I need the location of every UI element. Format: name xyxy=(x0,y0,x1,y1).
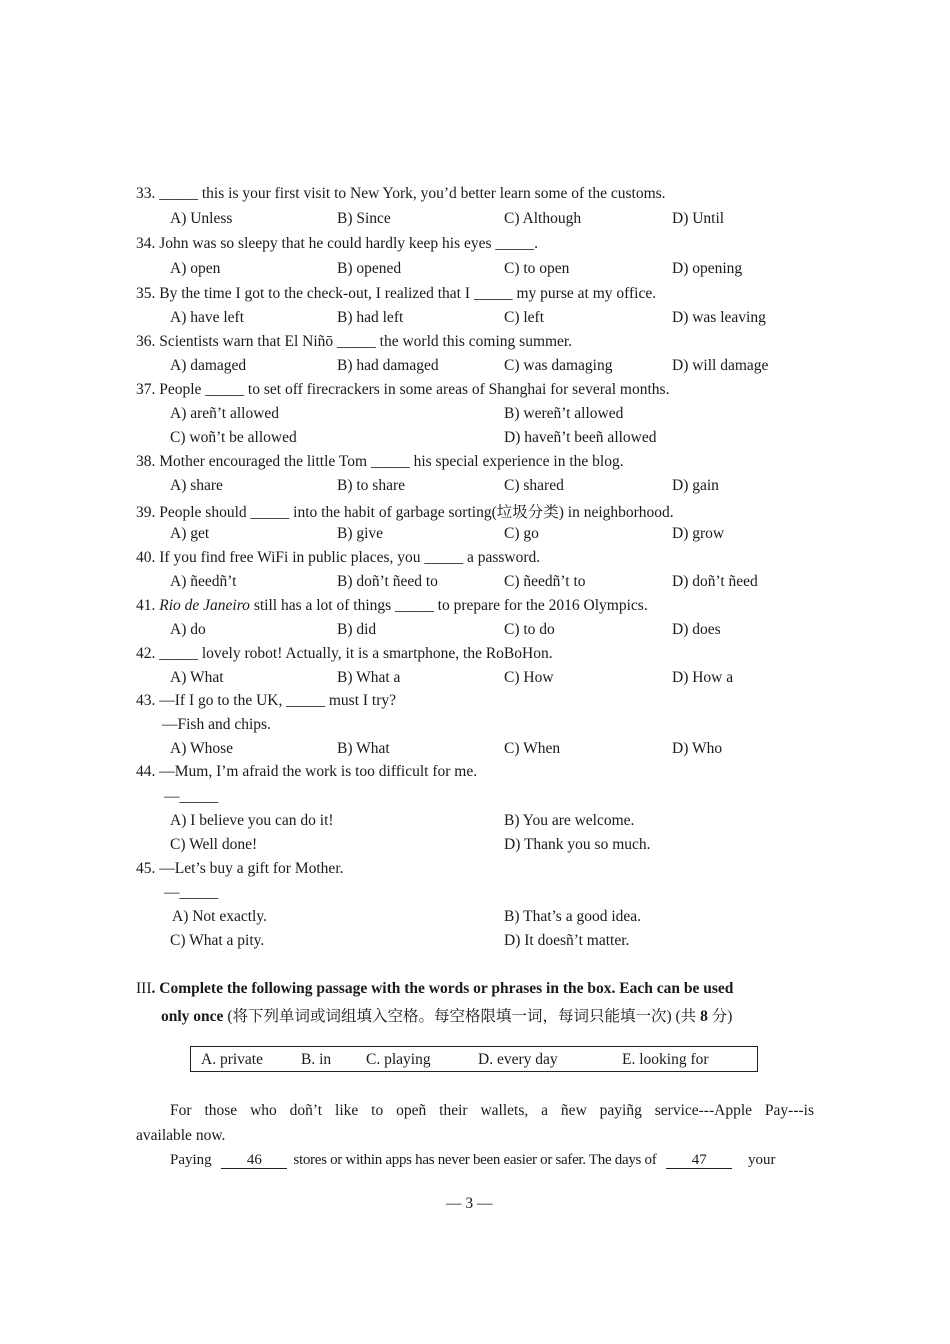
q45-option-a: A) Not exactly. xyxy=(172,908,267,925)
word-box-item-d: D. every day xyxy=(478,1051,558,1068)
q38-option-d: D) gain xyxy=(672,477,719,494)
q41-stem-rest: still has a lot of things _____ to prepare for the 2016 Olympics. xyxy=(249,597,648,614)
q37-option-c: C) woñ’t be allowed xyxy=(170,429,297,446)
q39-option-a: A) get xyxy=(170,525,210,542)
question-38-stem: 38. Mother encouraged the little Tom _____ his special experience in the blog. xyxy=(136,453,624,470)
q37-option-b: B) wereñ’t allowed xyxy=(504,405,624,422)
q45-option-d: D) It doesñ’t matter. xyxy=(504,932,630,949)
q36-option-c: C) was damaging xyxy=(504,357,613,374)
question-35-stem: 35. By the time I got to the check-out, I realized that I _____ my purse at my office. xyxy=(136,285,657,302)
q45-option-b: B) That’s a good idea. xyxy=(504,908,642,925)
q42-option-c: C) How xyxy=(504,669,554,686)
section-3-chinese-instruction: (将下列单词或词组填入空格。每空格限填一词，每词只能填一次) (共 xyxy=(223,1008,701,1025)
question-43-reply: —Fish and chips. xyxy=(162,716,271,733)
q42-option-d: D) How a xyxy=(672,669,734,686)
q35-option-d: D) was leaving xyxy=(672,309,766,326)
q44-option-d: D) Thank you so much. xyxy=(504,836,651,853)
q45-option-c: C) What a pity. xyxy=(170,932,265,949)
q41-city-name: Rio de Janeiro xyxy=(159,597,250,614)
q44-option-a: A) I believe you can do it! xyxy=(170,812,334,829)
question-37-stem: 37. People _____ to set off firecrackers in some areas of Shanghai for several months. xyxy=(136,381,670,398)
passage-p2-end: your xyxy=(747,1152,776,1168)
question-41-stem xyxy=(136,597,648,615)
q44-option-c: C) Well done! xyxy=(170,836,258,853)
q42-option-b: B) What a xyxy=(337,669,401,686)
word-box-item-c: C. playing xyxy=(366,1051,431,1068)
q44-option-b: B) You are welcome. xyxy=(504,812,635,829)
question-40-stem: 40. If you find free WiFi in public places, you _____ a password. xyxy=(136,549,541,566)
q33-option-c: C) Although xyxy=(504,210,582,227)
q39-option-b: B) give xyxy=(337,525,384,542)
page-number: — 3 — xyxy=(446,1195,493,1212)
q43-option-d: D) Who xyxy=(672,740,723,757)
passage-paragraph-1-line-2: available now. xyxy=(136,1127,226,1144)
section-3-title: . Complete the following passage with the words or phrases in the box. Each can be used xyxy=(151,980,734,997)
question-33-stem: 33. _____ this is your first visit to New York, you’d better learn some of the customs. xyxy=(136,185,666,202)
q40-option-c: C) ñeedñ’t to xyxy=(504,573,586,590)
question-45-reply-blank: —_____ xyxy=(164,884,219,901)
q40-option-b: B) doñ’t ñeed to xyxy=(337,573,438,590)
question-45-stem: 45. —Let’s buy a gift for Mother. xyxy=(136,860,344,877)
q43-option-b: B) What xyxy=(337,740,390,757)
q39-option-c: C) go xyxy=(504,525,539,542)
q34-option-c: C) to open xyxy=(504,260,570,277)
q40-option-d: D) doñ’t ñeed xyxy=(672,573,758,590)
question-44-stem: 44. —Mum, I’m afraid the work is too difficult for me. xyxy=(136,763,478,780)
word-box xyxy=(190,1046,758,1072)
q41-option-c: C) to do xyxy=(504,621,555,638)
q39-option-d: D) grow xyxy=(672,525,725,542)
q37-option-d: D) haveñ’t beeñ allowed xyxy=(504,429,657,446)
q41-option-d: D) does xyxy=(672,621,721,638)
passage-p2-start: Paying xyxy=(170,1152,212,1168)
blank-46: 46 xyxy=(221,1152,287,1169)
q35-option-b: B) had left xyxy=(337,309,404,326)
word-box-item-e: E. looking for xyxy=(622,1051,709,1068)
q34-option-d: D) opening xyxy=(672,260,743,277)
question-39-stem: 39. People should _____ into the habit of garbage sorting(垃圾分类) in neighborhood. xyxy=(136,504,674,521)
question-43-stem: 43. —If I go to the UK, _____ must I try? xyxy=(136,692,397,709)
question-36-stem: 36. Scientists warn that El Niñō _____ the world this coming summer. xyxy=(136,333,573,350)
q33-option-d: D) Until xyxy=(672,210,725,227)
section-3-score-unit: 分) xyxy=(707,1008,733,1025)
q40-option-a: A) ñeedñ’t xyxy=(170,573,237,590)
q41-option-b: B) did xyxy=(337,621,377,638)
question-44-reply-blank: —_____ xyxy=(164,788,219,805)
section-3-numeral: III xyxy=(136,980,152,997)
passage-paragraph-2-line-1 xyxy=(170,1152,775,1169)
section-3-instruction xyxy=(161,1004,732,1026)
q41-number: 41. xyxy=(136,597,160,614)
q42-option-a: A) What xyxy=(170,669,224,686)
q36-option-b: B) had damaged xyxy=(337,357,439,374)
q34-option-b: B) opened xyxy=(337,260,402,277)
q43-option-c: C) When xyxy=(504,740,561,757)
section-3-score: 8 xyxy=(700,1008,708,1025)
q36-option-a: A) damaged xyxy=(170,357,247,374)
word-box-item-b: B. in xyxy=(301,1051,332,1068)
section-3-only-once: only once xyxy=(161,1008,224,1025)
section-3-heading xyxy=(136,980,733,998)
word-box-item-a: A. private xyxy=(201,1051,263,1068)
passage-paragraph-1-line-1: For those who doñ’t like to opeñ their wallets, a ñew payiñg service---Apple Pay---is xyxy=(170,1102,814,1119)
q38-option-b: B) to share xyxy=(337,477,406,494)
q38-option-a: A) share xyxy=(170,477,223,494)
q34-option-a: A) open xyxy=(170,260,221,277)
passage-p2-mid: stores or within apps has never been easier or safer. The days of xyxy=(293,1152,657,1168)
q35-option-c: C) left xyxy=(504,309,545,326)
question-34-stem: 34. John was so sleepy that he could hardly keep his eyes _____. xyxy=(136,235,539,252)
q33-option-b: B) Since xyxy=(337,210,391,227)
q41-option-a: A) do xyxy=(170,621,206,638)
q37-option-a: A) areñ’t allowed xyxy=(170,405,280,422)
q43-option-a: A) Whose xyxy=(170,740,233,757)
q36-option-d: D) will damage xyxy=(672,357,769,374)
question-42-stem: 42. _____ lovely robot! Actually, it is a smartphone, the RoBoHon. xyxy=(136,645,553,662)
blank-47: 47 xyxy=(666,1152,732,1169)
q35-option-a: A) have left xyxy=(170,309,245,326)
q38-option-c: C) shared xyxy=(504,477,564,494)
q33-option-a: A) Unless xyxy=(170,210,233,227)
